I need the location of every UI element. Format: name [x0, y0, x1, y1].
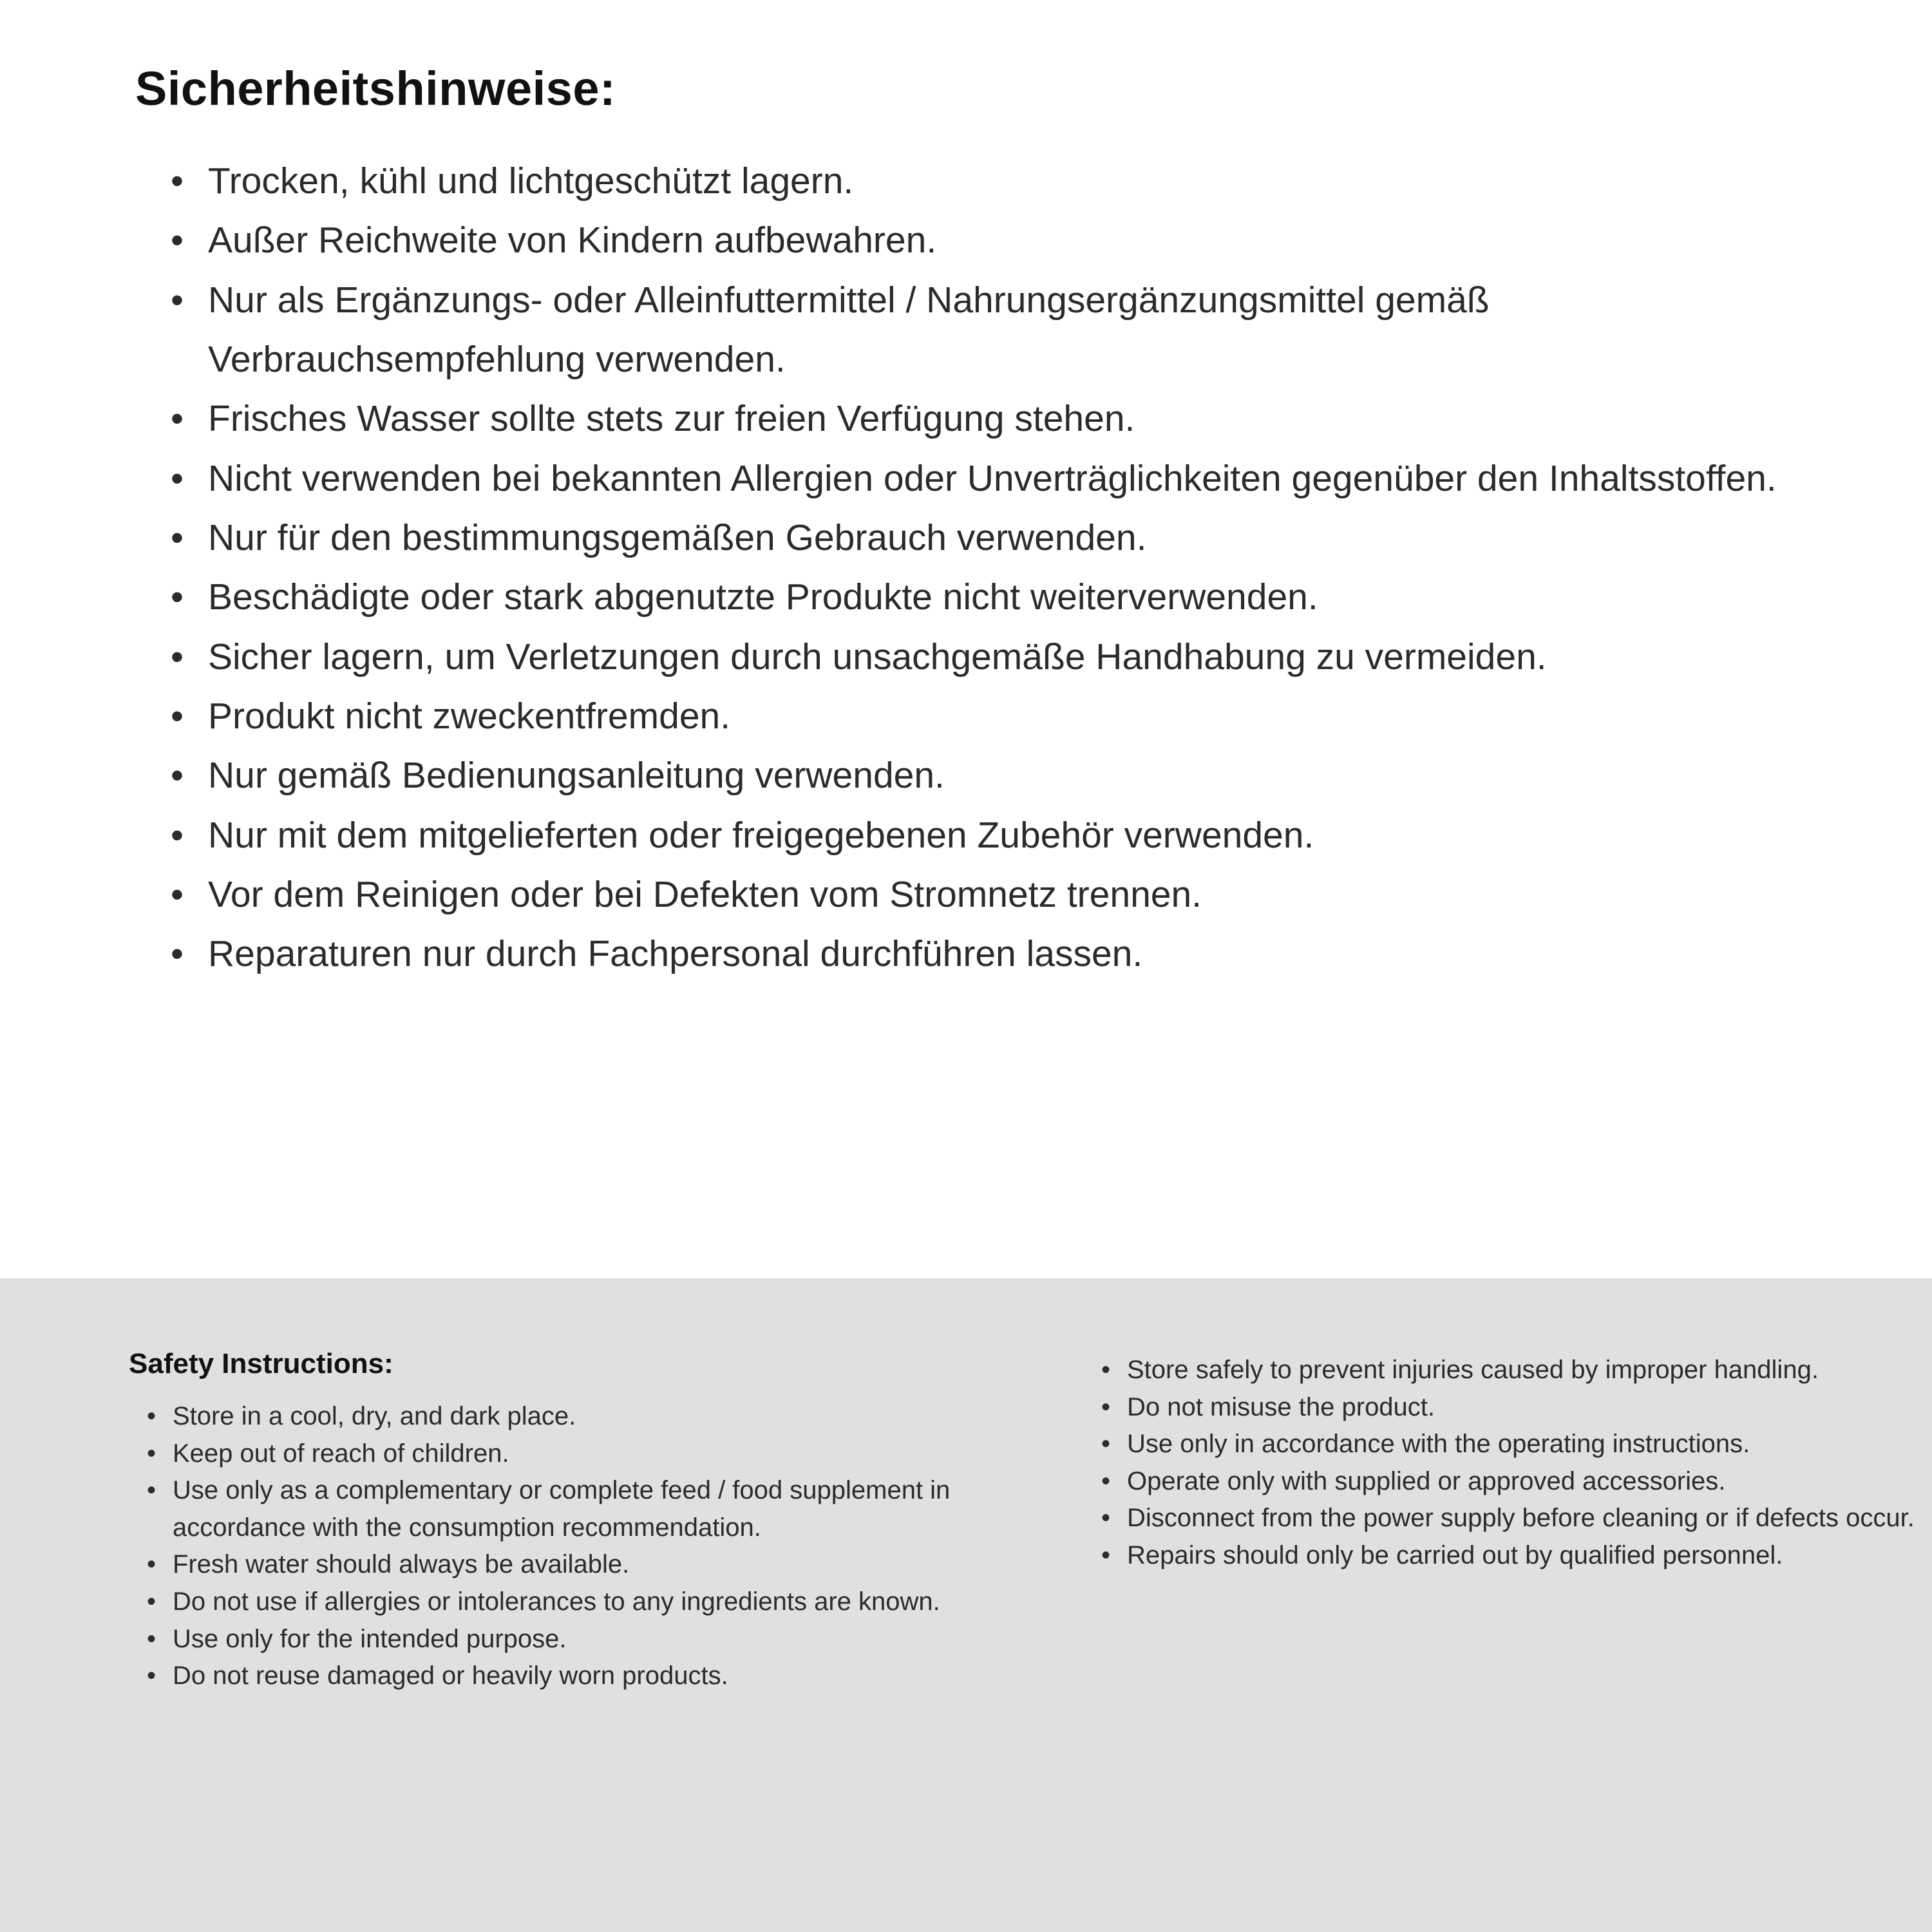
- list-item: • Do not misuse the product.: [1101, 1389, 1932, 1426]
- english-safety-section: [0, 1278, 1932, 1932]
- german-section-title: Sicherheitshinweise:: [135, 62, 616, 115]
- list-item: • Beschädigte oder stark abgenutzte Produkte nicht weiterverwenden.: [171, 567, 1848, 627]
- list-item: • Operate only with supplied or approved accessories.: [1101, 1463, 1932, 1501]
- list-item: • Disconnect from the power supply before cleaning or if defects occur.: [1101, 1500, 1932, 1537]
- list-item: • Keep out of reach of children.: [147, 1435, 1005, 1473]
- german-safety-list: [135, 151, 1848, 984]
- list-item: • Nur für den bestimmungsgemäßen Gebrauch verwenden.: [171, 508, 1848, 567]
- list-item: • Reparaturen nur durch Fachpersonal durchführen lassen.: [171, 924, 1848, 983]
- list-item: • Sicher lagern, um Verletzungen durch unsachgemäße Handhabung zu vermeiden.: [171, 627, 1848, 687]
- list-item: • Außer Reichweite von Kindern aufbewahren.: [171, 211, 1848, 270]
- english-safety-list-right: [1101, 1352, 1932, 1575]
- list-item: • Frisches Wasser sollte stets zur freien Verfügung stehen.: [171, 389, 1848, 448]
- list-item: • Store in a cool, dry, and dark place.: [147, 1398, 1005, 1435]
- list-item: • Use only for the intended purpose.: [147, 1621, 1005, 1658]
- list-item: • Use only in accordance with the operating instructions.: [1101, 1426, 1932, 1463]
- english-safety-list-left: [129, 1398, 1005, 1695]
- english-right-column: [1101, 1348, 1932, 1932]
- list-item: • Nicht verwenden bei bekannten Allergien oder Unverträglichkeiten gegenüber den Inhaltsstoffen.: [171, 449, 1848, 508]
- list-item: • Nur als Ergänzungs- oder Alleinfuttermittel / Nahrungsergänzungsmittel gemäß Verbrauchsempfehlung verwenden.: [171, 270, 1848, 390]
- list-item: • Repairs should only be carried out by qualified personnel.: [1101, 1537, 1932, 1575]
- list-item: • Do not reuse damaged or heavily worn products.: [147, 1658, 1005, 1695]
- list-item: • Do not use if allergies or intolerances to any ingredients are known.: [147, 1584, 1005, 1621]
- list-item: • Fresh water should always be available.: [147, 1546, 1005, 1584]
- english-left-column: [129, 1348, 1005, 1932]
- list-item: • Store safely to prevent injuries caused by improper handling.: [1101, 1352, 1932, 1389]
- list-item: • Nur mit dem mitgelieferten oder freigegebenen Zubehör verwenden.: [171, 806, 1848, 865]
- list-item: • Trocken, kühl und lichtgeschützt lagern.: [171, 151, 1848, 211]
- list-item: • Use only as a complementary or complete feed / food supplement in accordance with the consumption recommendation.: [147, 1472, 1005, 1546]
- list-item: • Nur gemäß Bedienungsanleitung verwenden.: [171, 746, 1848, 805]
- list-item: • Vor dem Reinigen oder bei Defekten vom Stromnetz trennen.: [171, 865, 1848, 924]
- english-section-title: Safety Instructions:: [129, 1348, 393, 1379]
- list-item: • Produkt nicht zweckentfremden.: [171, 687, 1848, 746]
